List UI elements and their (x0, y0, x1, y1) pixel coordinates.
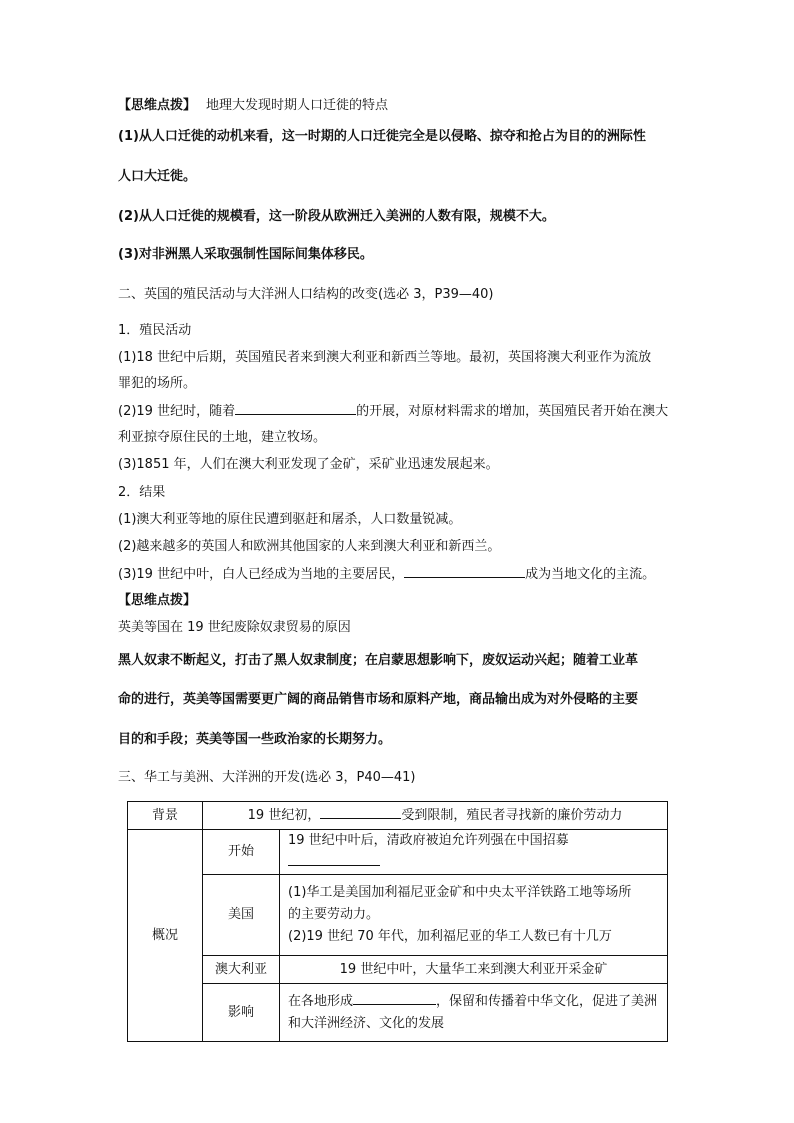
colonial-item-2 (118, 402, 678, 421)
result-item-3-post: 成为当地文化的主流。 (525, 567, 656, 582)
result-item-2: (2)越来越多的英国人和欧洲其他国家的人来到澳大利亚和新西兰。 (118, 539, 501, 554)
row-label-impact: 影响 (203, 984, 280, 1042)
result-item-1: (1)澳大利亚等地的原住民遭到驱赶和屠杀，人口数量锐减。 (118, 512, 462, 527)
impact-line-1 (288, 991, 659, 1013)
fill-in-blank (353, 992, 436, 1005)
fill-in-blank (235, 402, 356, 415)
start-cell (280, 830, 668, 875)
thinking-tip-2-tag (118, 592, 678, 610)
background-cell (203, 802, 668, 830)
result-item-3-pre: (3)19 世纪中叶，白人已经成为当地的主要居民， (118, 567, 405, 582)
chinese-labor-table (127, 801, 668, 1042)
row-label-start: 开始 (203, 830, 280, 875)
impact-cell (280, 984, 668, 1042)
impact-text-post: ，保留和传播着中华文化，促进了美洲 (436, 993, 658, 1009)
table-row (128, 802, 668, 830)
impact-line-2: 和大洋洲经济、文化的发展 (288, 1015, 445, 1031)
chinese-labor-table-wrapper (127, 801, 667, 1031)
usa-cell (280, 875, 668, 956)
thinking-tip-1 (118, 97, 678, 115)
usa-line-1: (1)华工是美国加利福尼亚金矿和中央太平洋铁路工地等场所 (288, 885, 632, 900)
thinking-tip-tag: 【思维点拨】 (118, 98, 197, 113)
colonial-item-2-post: 的开展，对原材料需求的增加，英国殖民者开始在澳大 (356, 404, 669, 419)
result-item-3 (118, 565, 678, 584)
thinking-tip-2-heading: 英美等国在 19 世纪废除奴隶贸易的原因 (118, 620, 351, 635)
colonial-item-3: (3)1851 年，人们在澳大利亚发现了金矿，采矿业迅速发展起来。 (118, 457, 499, 472)
row-label-australia: 澳大利亚 (203, 956, 280, 984)
abolition-reason-line-3: 目的和手段；英美等国一些政治家的长期努力。 (118, 732, 392, 747)
usa-line-2: 的主要劳动力。 (288, 907, 380, 922)
usa-line-3: (2)19 世纪 70 年代，加利福尼亚的华工人数已有十几万 (288, 929, 612, 944)
background-text-post: 受到限制，殖民者寻找新的廉价劳动力 (401, 807, 623, 823)
section-two-title: 二、英国的殖民活动与大洋洲人口结构的改变(选必 3，P39—40) (118, 287, 494, 302)
row-label-usa: 美国 (203, 875, 280, 956)
fill-in-blank (320, 806, 401, 819)
subheading-result: 2．结果 (118, 485, 166, 500)
abolition-reason-line-2: 命的进行，英美等国需要更广阔的商品销售市场和原料产地，商品输出成为对外侵略的主要 (118, 692, 639, 707)
table-row (128, 956, 668, 984)
migration-point-1: (1)从人口迁徙的动机来看，这一时期的人口迁徙完全是以侵略、掠夺和抢占为目的的洲际性 (118, 129, 646, 144)
subheading-colonial-activity: 1．殖民活动 (118, 323, 192, 338)
migration-point-3: (3)对非洲黑人采取强制性国际间集体移民。 (118, 247, 373, 262)
table-row (128, 875, 668, 956)
fill-in-blank (288, 853, 380, 866)
section-three-title: 三、华工与美洲、大洋洲的开发(选必 3，P40—41) (118, 770, 416, 785)
abolition-reason-line-1: 黑人奴隶不断起义，打击了黑人奴隶制度；在启蒙思想影响下，废奴运动兴起；随着工业革 (118, 653, 639, 668)
row-label-overview: 概况 (128, 830, 203, 1042)
table-row (128, 830, 668, 875)
thinking-tip-heading: 地理大发现时期人口迁徙的特点 (206, 98, 389, 113)
impact-text-pre: 在各地形成 (288, 993, 354, 1009)
row-label-background: 背景 (128, 802, 203, 830)
fill-in-blank (404, 565, 525, 578)
background-text-pre: 19 世纪初， (247, 807, 321, 823)
thinking-tip-tag: 【思维点拨】 (118, 593, 197, 608)
australia-cell: 19 世纪中叶，大量华工来到澳大利亚开采金矿 (280, 956, 668, 984)
migration-point-1-cont: 人口大迁徙。 (118, 169, 197, 184)
migration-point-2: (2)从人口迁徙的规模看，这一阶段从欧洲迁入美洲的人数有限，规模不大。 (118, 209, 555, 224)
colonial-item-2-cont: 利亚掠夺原住民的土地，建立牧场。 (118, 430, 327, 445)
colonial-item-1: (1)18 世纪中后期，英国殖民者来到澳大利亚和新西兰等地。最初，英国将澳大利亚作为流放 (118, 350, 652, 365)
colonial-item-1-cont: 罪犯的场所。 (118, 376, 197, 391)
table-row (128, 984, 668, 1042)
colonial-item-2-pre: (2)19 世纪时，随着 (118, 404, 236, 419)
start-text: 19 世纪中叶后，清政府被迫允许列强在中国招募 (288, 833, 569, 848)
